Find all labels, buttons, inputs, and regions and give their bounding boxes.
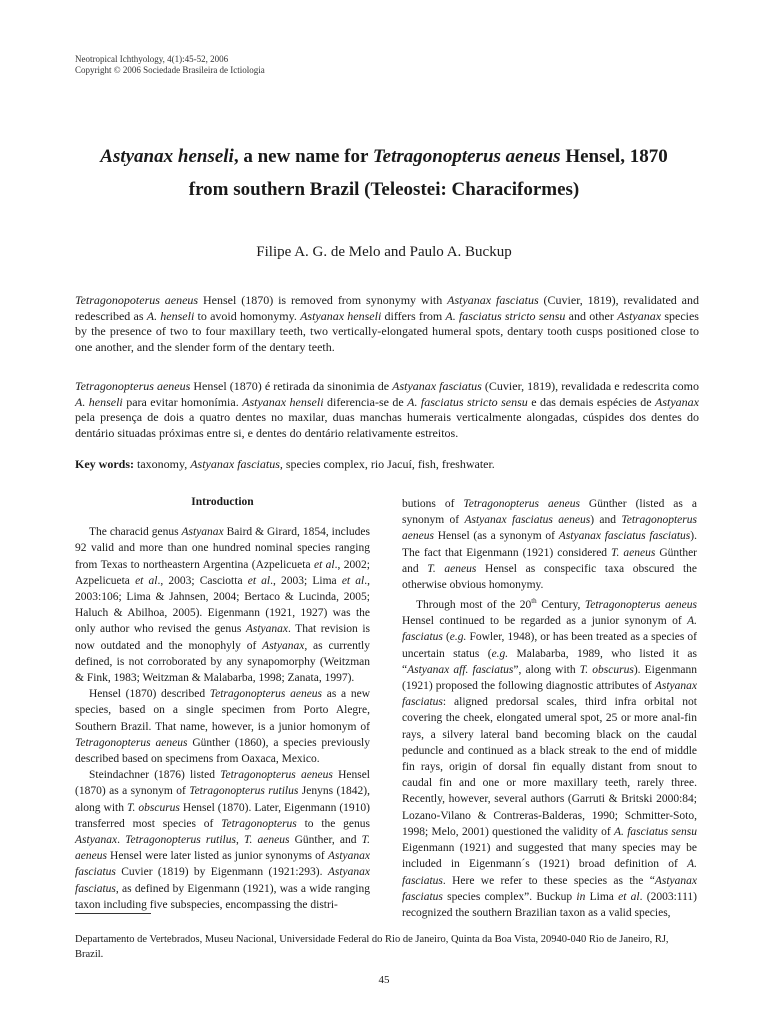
- text-run: ., 2003:106; Lima & Jahnsen, 2004; Bertaco & Lucinda, 2005; Haluch & Abilhoa, 2005). Eigenmann (1921, 1927) was the only author who revised the genus: [75, 574, 370, 636]
- text-run: species by the presence of two to four maxillary teeth, two vertically-elongated humeral spots, dentary tooth cusps positioned close to one another, and the slender form of the dentary teeth.: [75, 308, 699, 354]
- text-run: diferencia-se de: [323, 394, 408, 409]
- text-run: Astyanax fasciatus: [447, 293, 539, 307]
- text-run: ., 2003; Casciotta: [157, 574, 248, 587]
- text-run: Tetragonopterus rutilus: [125, 834, 236, 847]
- text-run: Tetragonopterus aeneus: [209, 688, 323, 701]
- text-run: . Here we refer to these species as the “: [442, 874, 655, 887]
- text-run: Through most of the 20: [416, 599, 532, 612]
- text-run: Jenyns (1842), along with: [75, 785, 371, 814]
- text-run: et al: [313, 558, 335, 571]
- body-paragraph: [75, 524, 370, 686]
- text-run: ,: [235, 834, 244, 847]
- text-run: T. aeneus: [75, 834, 371, 863]
- section-heading-introduction: Introduction: [191, 496, 254, 508]
- article-title: [60, 140, 708, 206]
- text-run: Astyanax fasciatus: [402, 874, 697, 903]
- text-run: th: [531, 597, 537, 606]
- text-run: et al: [618, 890, 640, 903]
- text-run: e das demais espécies de: [527, 394, 655, 409]
- text-run: T. obscurus: [126, 801, 180, 814]
- text-run: Tetragonopoterus aeneus: [75, 293, 199, 307]
- text-run: et al: [135, 574, 158, 587]
- text-run: Fowler, 1948), or has been treated as a species of uncertain status (: [402, 631, 697, 660]
- text-run: Steindachner (1876) listed: [89, 769, 221, 782]
- text-run: et al: [247, 574, 271, 587]
- text-run: para evitar homonímia.: [122, 394, 243, 409]
- text-run: (: [442, 631, 450, 644]
- text-run: A. fasciatus stricto sensu: [445, 308, 566, 323]
- text-run: T. aeneus: [611, 546, 656, 559]
- body-paragraph: [75, 767, 370, 913]
- text-run: Hensel (1870) is removed from synonymy with: [198, 293, 448, 307]
- text-run: Tetragonopterus aeneus: [75, 379, 191, 393]
- text-run: .: [117, 834, 126, 847]
- text-run: . (2003:111) recognized the southern Brazilian taxon as a valid species,: [402, 890, 697, 919]
- body-paragraph: [402, 496, 697, 593]
- text-run: Astyanax fasciatus: [75, 866, 370, 895]
- text-run: Tetragonopterus aeneus: [402, 514, 697, 543]
- text-run: Astyanax: [617, 308, 662, 323]
- text-run: Century,: [536, 599, 585, 612]
- text-run: species complex”. Buckup: [442, 890, 577, 903]
- text-run: Astyanax: [655, 394, 699, 409]
- text-run: Hensel (1870). Later, Eigenmann (1910) transferred most species of: [75, 801, 370, 830]
- text-run: ) and: [590, 514, 622, 527]
- title-line-2: from southern Brazil (Teleostei: Characiformes): [188, 179, 580, 200]
- text-run: A. fasciatus: [402, 615, 697, 644]
- text-run: Astyanax: [181, 526, 224, 539]
- text-run: ). Eigenmann (1921) proposed the following diagnostic attributes of: [402, 663, 698, 693]
- text-run: Tetragonopterus aeneus: [75, 736, 188, 749]
- text-run: A. fasciatus sensu: [614, 825, 697, 838]
- text-run: Astyanax henseli: [242, 394, 324, 409]
- text-run: Hensel as conspecific taxa obscured the otherwise obvious homonymy.: [402, 562, 697, 592]
- text-run: Günther (listed as a synonym of: [402, 498, 697, 527]
- text-run: e.g.: [449, 631, 467, 644]
- text-run: (Cuvier, 1819), revalidada e redescrita como: [481, 379, 700, 393]
- text-run: Tetragonopterus rutilus: [189, 785, 299, 798]
- text-run: (Cuvier, 1819), revalidated and redescribed as: [75, 293, 699, 323]
- keywords: [75, 457, 699, 473]
- text-run: ., 2003; Lima: [270, 574, 342, 587]
- text-run: differs from: [381, 308, 446, 323]
- text-run: T. aeneus: [427, 562, 477, 575]
- text-run: Hensel continued to be regarded as a junior synonym of: [402, 615, 688, 628]
- journal-header: [75, 54, 265, 76]
- text-run: , as defined by Eigenmann (1921), was a wide ranging taxon including five subspecies, encompassing the distri-: [75, 882, 370, 911]
- article-authors: Filipe A. G. de Melo and Paulo A. Buckup: [256, 244, 512, 260]
- text-run: Malabarba, 1989, who listed it as “: [402, 647, 698, 676]
- text-run: T. obscurus: [579, 663, 634, 676]
- body-right-column: [402, 496, 697, 921]
- text-run: taxonomy,: [134, 457, 191, 471]
- text-run: T. aeneus: [243, 834, 290, 847]
- text-run: Cuvier (1819) by Eigenmann (1921:293).: [115, 866, 328, 879]
- text-run: Astyanax fasciatus fasciatus: [558, 530, 691, 543]
- text-run: Tetragonopterus aeneus: [463, 498, 580, 510]
- left-paragraphs: [75, 524, 370, 913]
- text-run: Astyanax: [245, 623, 288, 636]
- text-run: ”, along with: [513, 663, 580, 676]
- text-run: Astyanax fasciatus: [402, 680, 697, 709]
- text-run: Hensel (as a synonym of: [433, 530, 559, 543]
- text-run: Hensel (1870) é retirada da sinonimia de: [190, 379, 393, 393]
- text-run: as currently defined, is not corroborated by any synapomorphy (Weitzman & Fink, 1983; Weitzman & Malabarba, 1998; Zanata, 1997).: [75, 639, 371, 685]
- text-run: Baird & Girard, 1854, includes 92 valid and more than one hundred nominal species ranging from Texas to northeastern Argentina (Azpelicueta: [75, 526, 370, 571]
- text-run: The characid genus: [89, 526, 182, 539]
- abstract-portuguese: [75, 379, 699, 441]
- text-run: Günther, and: [289, 834, 362, 847]
- text-run: Astyanax henseli: [300, 308, 382, 323]
- text-run: A. henseli: [75, 394, 123, 409]
- text-run: as a new species, based on a single specimen from Porto Alegre, Southern Brazil. That name, however, is a junior homonym of: [75, 688, 371, 733]
- text-run: Günther and: [402, 546, 697, 575]
- text-run: A. fasciatus stricto sensu: [407, 394, 528, 409]
- footnote-rule: [75, 913, 151, 914]
- body-left-column: [75, 494, 370, 913]
- text-run: ., 2002; Azpelicueta: [75, 558, 371, 587]
- text-run: pela presença de dois a quatro dentes no maxilar, duas manchas humerais verticalmente alongadas, cúspides dos dentes do dentário situadas próximas entre si, e dentes do dentário relativamente estreitos.: [75, 410, 699, 440]
- text-run: : aligned predorsal scales, third infra orbital not covering the cheek, elongated umeral spot, 25 or more anal-fin rays, a silvery lateral band becoming black on the caudal peduncle and continued as a black streak to the end of middle fin rays, origin of dorsal fin equally distant from snout to caudal fin and one or more maxillary teeth, rarely three. Recently, however, several authors (Garruti & Britski 2000:84; Lozano-Vilano & Contreras-Balderas, 1990; Schmitter-Soto, 1998; Melo, 2001) questioned the validity of: [402, 696, 697, 838]
- text-run: Astyanax fasciatus: [75, 850, 370, 879]
- text-run: butions of: [402, 498, 464, 510]
- text-run: Hensel (1870) as a synonym of: [75, 769, 371, 798]
- text-run: Astyanax aff. fasciatus: [407, 663, 514, 676]
- text-run: Astyanax,: [262, 639, 308, 652]
- text-run: and other: [565, 308, 618, 323]
- text-run: to avoid homonymy.: [194, 308, 301, 323]
- text-run: A. henseli: [146, 308, 195, 323]
- text-run: Astyanax: [75, 834, 118, 847]
- text-run: Günther (1860), a species previously described based on specimens from Oaxaca, Mexico.: [75, 736, 370, 766]
- text-run: Eigenmann (1921) and suggested that many species may be included in Eigenmann´s (1921) broad definition of: [402, 842, 697, 871]
- abstract-english: [75, 293, 699, 355]
- text-run: A. fasciatus: [402, 858, 697, 887]
- text-run: in: [576, 890, 586, 903]
- right-paragraphs: [402, 496, 697, 921]
- journal-citation: Neotropical Ichthyology, 4(1):45-52, 2006: [75, 54, 229, 64]
- text-run: Astyanax fasciatus: [392, 379, 482, 393]
- text-run: Tetragonopterus aeneus: [584, 599, 697, 612]
- text-run: Lima: [585, 890, 619, 903]
- text-run: e.g.: [491, 647, 509, 660]
- text-run: Hensel were later listed as junior synonyms of: [106, 850, 328, 863]
- text-run: Astyanax fasciatus aeneus: [464, 514, 591, 527]
- body-paragraph: [75, 686, 370, 767]
- text-run: ). The fact that Eigenmann (1921) considered: [402, 530, 698, 559]
- text-run: . That revision is now outdated and the monophyly of: [75, 623, 370, 652]
- body-paragraph: [402, 593, 697, 921]
- keywords-label: Key words:: [75, 457, 134, 471]
- text-run: species complex, rio Jacuí, fish, freshwater.: [282, 457, 495, 471]
- journal-copyright: Copyright © 2006 Sociedade Brasileira de Ictiologia: [75, 65, 265, 75]
- text-run: to the genus: [296, 817, 370, 830]
- text-run: Tetragonopterus aeneus: [220, 769, 333, 782]
- text-run: Astyanax fasciatus,: [190, 457, 283, 471]
- text-run: Hensel (1870) described: [89, 688, 210, 701]
- affiliation-footnote: Departamento de Vertebrados, Museu Nacional, Universidade Federal do Rio de Janeiro, Quinta da Boa Vista, 20940-040 Rio de Janeiro, RJ, Brazil.: [75, 934, 669, 960]
- page-number: 45: [378, 974, 390, 986]
- title-line-1: Astyanax henseli, a new name for Tetragonopterus aeneus Hensel, 1870: [100, 146, 668, 167]
- keywords-list: [134, 457, 495, 471]
- text-run: et al: [341, 574, 365, 587]
- text-run: Tetragonopterus: [221, 817, 297, 830]
